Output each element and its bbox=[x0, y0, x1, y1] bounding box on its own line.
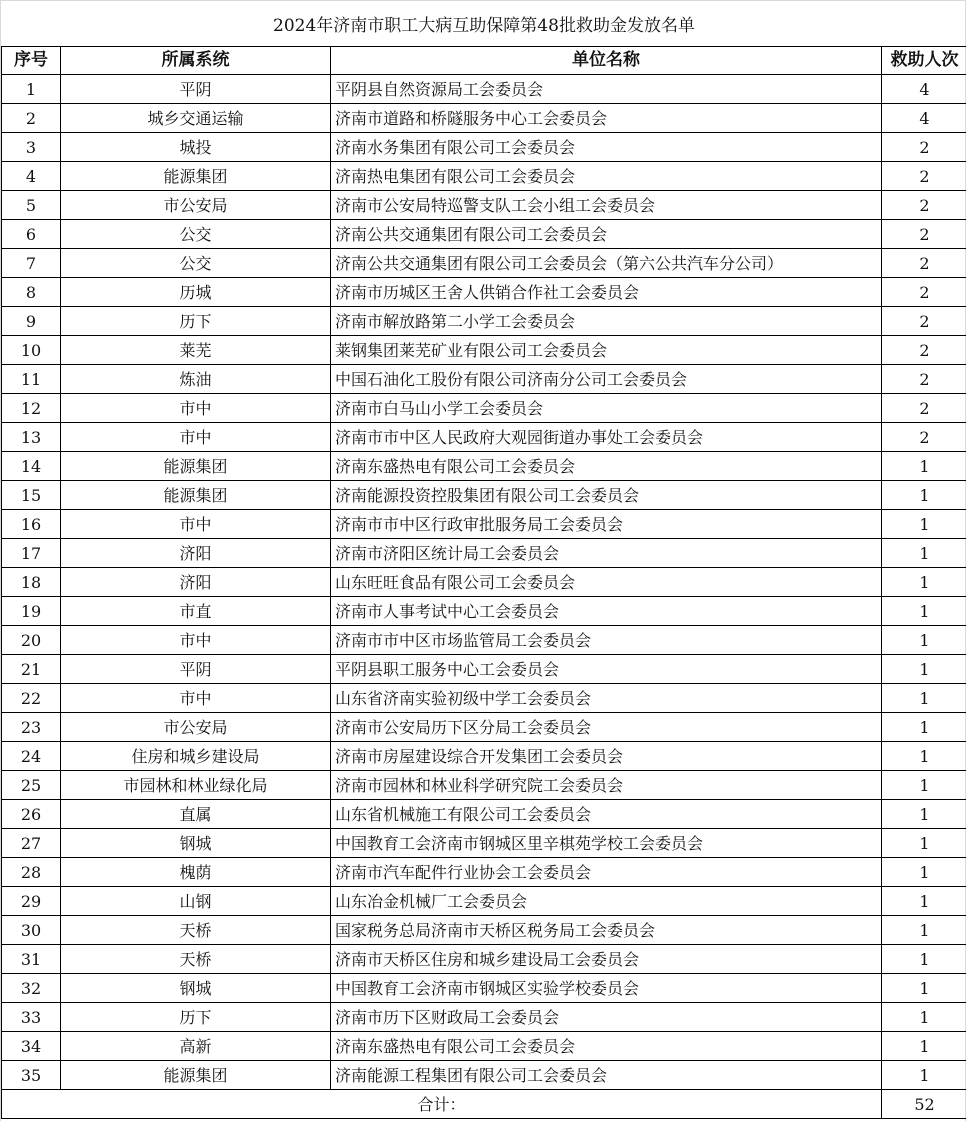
cell-unit: 中国石油化工股份有限公司济南分公司工会委员会 bbox=[331, 365, 882, 394]
cell-count: 1 bbox=[882, 568, 966, 597]
cell-system: 市中 bbox=[61, 684, 331, 713]
table-row bbox=[2, 742, 966, 771]
column-header-unit: 单位名称 bbox=[331, 47, 882, 75]
cell-unit: 莱钢集团莱芜矿业有限公司工会委员会 bbox=[331, 336, 882, 365]
cell-unit: 中国教育工会济南市钢城区实验学校委员会 bbox=[331, 974, 882, 1003]
cell-index: 1 bbox=[2, 75, 61, 104]
cell-system: 天桥 bbox=[61, 916, 331, 945]
cell-index: 15 bbox=[2, 481, 61, 510]
column-header-count: 救助人次 bbox=[882, 47, 966, 75]
cell-unit: 济南市园林和林业科学研究院工会委员会 bbox=[331, 771, 882, 800]
cell-index: 30 bbox=[2, 916, 61, 945]
cell-unit: 济南市房屋建设综合开发集团工会委员会 bbox=[331, 742, 882, 771]
cell-unit: 济南市白马山小学工会委员会 bbox=[331, 394, 882, 423]
cell-system: 市中 bbox=[61, 626, 331, 655]
cell-system: 能源集团 bbox=[61, 481, 331, 510]
cell-index: 6 bbox=[2, 220, 61, 249]
cell-index: 34 bbox=[2, 1032, 61, 1061]
cell-count: 2 bbox=[882, 220, 966, 249]
cell-index: 3 bbox=[2, 133, 61, 162]
table-row bbox=[2, 336, 966, 365]
cell-unit: 济南市公安局历下区分局工会委员会 bbox=[331, 713, 882, 742]
cell-system: 历下 bbox=[61, 1003, 331, 1032]
cell-count: 1 bbox=[882, 713, 966, 742]
cell-index: 29 bbox=[2, 887, 61, 916]
total-row bbox=[2, 1090, 966, 1119]
table-row bbox=[2, 945, 966, 974]
cell-system: 公交 bbox=[61, 220, 331, 249]
cell-unit: 济南市市中区行政审批服务局工会委员会 bbox=[331, 510, 882, 539]
cell-system: 济阳 bbox=[61, 568, 331, 597]
cell-unit: 平阴县职工服务中心工会委员会 bbox=[331, 655, 882, 684]
cell-unit: 国家税务总局济南市天桥区税务局工会委员会 bbox=[331, 916, 882, 945]
table-row bbox=[2, 278, 966, 307]
table-row bbox=[2, 771, 966, 800]
table-row bbox=[2, 626, 966, 655]
cell-system: 山钢 bbox=[61, 887, 331, 916]
column-header-system: 所属系统 bbox=[61, 47, 331, 75]
table-row bbox=[2, 655, 966, 684]
cell-system: 槐荫 bbox=[61, 858, 331, 887]
relief-list-table bbox=[1, 46, 966, 1119]
cell-system: 炼油 bbox=[61, 365, 331, 394]
cell-count: 1 bbox=[882, 626, 966, 655]
cell-unit: 济南东盛热电有限公司工会委员会 bbox=[331, 1032, 882, 1061]
table-row bbox=[2, 510, 966, 539]
table-row bbox=[2, 684, 966, 713]
cell-system: 公交 bbox=[61, 249, 331, 278]
table-row bbox=[2, 423, 966, 452]
cell-unit: 济南市市中区市场监管局工会委员会 bbox=[331, 626, 882, 655]
cell-index: 22 bbox=[2, 684, 61, 713]
cell-index: 17 bbox=[2, 539, 61, 568]
cell-unit: 济南东盛热电有限公司工会委员会 bbox=[331, 452, 882, 481]
table-row bbox=[2, 829, 966, 858]
table-header-row bbox=[2, 47, 966, 75]
cell-index: 35 bbox=[2, 1061, 61, 1090]
cell-count: 2 bbox=[882, 336, 966, 365]
cell-unit: 济南市解放路第二小学工会委员会 bbox=[331, 307, 882, 336]
cell-unit: 济南市汽车配件行业协会工会委员会 bbox=[331, 858, 882, 887]
cell-index: 27 bbox=[2, 829, 61, 858]
cell-count: 1 bbox=[882, 887, 966, 916]
cell-unit: 山东省济南实验初级中学工会委员会 bbox=[331, 684, 882, 713]
cell-unit: 济南市济阳区统计局工会委员会 bbox=[331, 539, 882, 568]
cell-index: 4 bbox=[2, 162, 61, 191]
table-row bbox=[2, 249, 966, 278]
cell-system: 历下 bbox=[61, 307, 331, 336]
cell-index: 25 bbox=[2, 771, 61, 800]
cell-count: 2 bbox=[882, 394, 966, 423]
cell-system: 能源集团 bbox=[61, 162, 331, 191]
cell-system: 平阴 bbox=[61, 655, 331, 684]
cell-system: 市中 bbox=[61, 423, 331, 452]
cell-unit: 济南能源工程集团有限公司工会委员会 bbox=[331, 1061, 882, 1090]
cell-system: 市中 bbox=[61, 510, 331, 539]
cell-count: 2 bbox=[882, 162, 966, 191]
cell-unit: 山东省机械施工有限公司工会委员会 bbox=[331, 800, 882, 829]
cell-count: 1 bbox=[882, 481, 966, 510]
cell-index: 12 bbox=[2, 394, 61, 423]
cell-count: 1 bbox=[882, 945, 966, 974]
cell-system: 能源集团 bbox=[61, 1061, 331, 1090]
cell-system: 直属 bbox=[61, 800, 331, 829]
cell-index: 24 bbox=[2, 742, 61, 771]
table-row bbox=[2, 887, 966, 916]
cell-unit: 济南能源投资控股集团有限公司工会委员会 bbox=[331, 481, 882, 510]
cell-index: 13 bbox=[2, 423, 61, 452]
cell-index: 11 bbox=[2, 365, 61, 394]
table-row bbox=[2, 916, 966, 945]
cell-count: 1 bbox=[882, 800, 966, 829]
cell-unit: 山东冶金机械厂工会委员会 bbox=[331, 887, 882, 916]
cell-unit: 济南公共交通集团有限公司工会委员会 bbox=[331, 220, 882, 249]
cell-index: 21 bbox=[2, 655, 61, 684]
cell-count: 2 bbox=[882, 423, 966, 452]
table-row bbox=[2, 394, 966, 423]
cell-system: 天桥 bbox=[61, 945, 331, 974]
table-body bbox=[2, 75, 966, 1090]
cell-unit: 济南公共交通集团有限公司工会委员会（第六公共汽车分公司） bbox=[331, 249, 882, 278]
table-row bbox=[2, 75, 966, 104]
table-row bbox=[2, 1061, 966, 1090]
cell-index: 19 bbox=[2, 597, 61, 626]
cell-unit: 济南市市中区人民政府大观园街道办事处工会委员会 bbox=[331, 423, 882, 452]
cell-system: 历城 bbox=[61, 278, 331, 307]
cell-unit: 济南热电集团有限公司工会委员会 bbox=[331, 162, 882, 191]
cell-unit: 中国教育工会济南市钢城区里辛棋苑学校工会委员会 bbox=[331, 829, 882, 858]
cell-index: 9 bbox=[2, 307, 61, 336]
document-title: 2024年济南市职工大病互助保障第48批救助金发放名单 bbox=[273, 16, 695, 36]
cell-system: 高新 bbox=[61, 1032, 331, 1061]
total-label: 合计： bbox=[2, 1090, 882, 1119]
cell-count: 2 bbox=[882, 278, 966, 307]
cell-count: 1 bbox=[882, 742, 966, 771]
cell-count: 2 bbox=[882, 249, 966, 278]
cell-unit: 山东旺旺食品有限公司工会委员会 bbox=[331, 568, 882, 597]
cell-unit: 平阴县自然资源局工会委员会 bbox=[331, 75, 882, 104]
table-row bbox=[2, 191, 966, 220]
cell-system: 济阳 bbox=[61, 539, 331, 568]
cell-count: 1 bbox=[882, 1003, 966, 1032]
cell-count: 4 bbox=[882, 104, 966, 133]
cell-count: 4 bbox=[882, 75, 966, 104]
cell-unit: 济南水务集团有限公司工会委员会 bbox=[331, 133, 882, 162]
cell-system: 钢城 bbox=[61, 829, 331, 858]
cell-count: 2 bbox=[882, 365, 966, 394]
cell-system: 钢城 bbox=[61, 974, 331, 1003]
table-row bbox=[2, 162, 966, 191]
cell-index: 31 bbox=[2, 945, 61, 974]
cell-index: 7 bbox=[2, 249, 61, 278]
cell-count: 1 bbox=[882, 974, 966, 1003]
cell-system: 市直 bbox=[61, 597, 331, 626]
cell-count: 1 bbox=[882, 684, 966, 713]
cell-index: 14 bbox=[2, 452, 61, 481]
cell-unit: 济南市历下区财政局工会委员会 bbox=[331, 1003, 882, 1032]
table-row bbox=[2, 713, 966, 742]
cell-system: 能源集团 bbox=[61, 452, 331, 481]
cell-index: 20 bbox=[2, 626, 61, 655]
cell-index: 26 bbox=[2, 800, 61, 829]
cell-index: 28 bbox=[2, 858, 61, 887]
cell-count: 2 bbox=[882, 191, 966, 220]
cell-index: 8 bbox=[2, 278, 61, 307]
cell-system: 市园林和林业绿化局 bbox=[61, 771, 331, 800]
cell-index: 32 bbox=[2, 974, 61, 1003]
cell-index: 18 bbox=[2, 568, 61, 597]
cell-count: 1 bbox=[882, 916, 966, 945]
cell-count: 1 bbox=[882, 771, 966, 800]
table-row bbox=[2, 133, 966, 162]
total-value: 52 bbox=[882, 1090, 966, 1119]
cell-count: 1 bbox=[882, 597, 966, 626]
cell-unit: 济南市公安局特巡警支队工会小组工会委员会 bbox=[331, 191, 882, 220]
table-row bbox=[2, 452, 966, 481]
cell-count: 1 bbox=[882, 510, 966, 539]
table-row bbox=[2, 1032, 966, 1061]
cell-count: 1 bbox=[882, 1032, 966, 1061]
cell-unit: 济南市道路和桥隧服务中心工会委员会 bbox=[331, 104, 882, 133]
cell-unit: 济南市人事考试中心工会委员会 bbox=[331, 597, 882, 626]
table-row bbox=[2, 220, 966, 249]
cell-system: 城投 bbox=[61, 133, 331, 162]
cell-index: 5 bbox=[2, 191, 61, 220]
cell-count: 2 bbox=[882, 133, 966, 162]
cell-index: 23 bbox=[2, 713, 61, 742]
table-row bbox=[2, 800, 966, 829]
table-row bbox=[2, 568, 966, 597]
table-row bbox=[2, 1003, 966, 1032]
cell-system: 莱芜 bbox=[61, 336, 331, 365]
cell-count: 2 bbox=[882, 307, 966, 336]
table-row bbox=[2, 104, 966, 133]
table-row bbox=[2, 481, 966, 510]
table-row bbox=[2, 365, 966, 394]
cell-count: 1 bbox=[882, 1061, 966, 1090]
cell-count: 1 bbox=[882, 829, 966, 858]
column-header-index: 序号 bbox=[2, 47, 61, 75]
cell-system: 市公安局 bbox=[61, 713, 331, 742]
cell-unit: 济南市历城区王舍人供销合作社工会委员会 bbox=[331, 278, 882, 307]
table-row bbox=[2, 974, 966, 1003]
table-row bbox=[2, 597, 966, 626]
cell-index: 16 bbox=[2, 510, 61, 539]
cell-count: 1 bbox=[882, 655, 966, 684]
cell-count: 1 bbox=[882, 452, 966, 481]
cell-index: 10 bbox=[2, 336, 61, 365]
cell-system: 城乡交通运输 bbox=[61, 104, 331, 133]
cell-unit: 济南市天桥区住房和城乡建设局工会委员会 bbox=[331, 945, 882, 974]
cell-system: 市中 bbox=[61, 394, 331, 423]
table-row bbox=[2, 539, 966, 568]
cell-index: 33 bbox=[2, 1003, 61, 1032]
cell-count: 1 bbox=[882, 858, 966, 887]
cell-system: 住房和城乡建设局 bbox=[61, 742, 331, 771]
cell-system: 市公安局 bbox=[61, 191, 331, 220]
table-row bbox=[2, 858, 966, 887]
cell-system: 平阴 bbox=[61, 75, 331, 104]
table-row bbox=[2, 307, 966, 336]
cell-count: 1 bbox=[882, 539, 966, 568]
cell-index: 2 bbox=[2, 104, 61, 133]
